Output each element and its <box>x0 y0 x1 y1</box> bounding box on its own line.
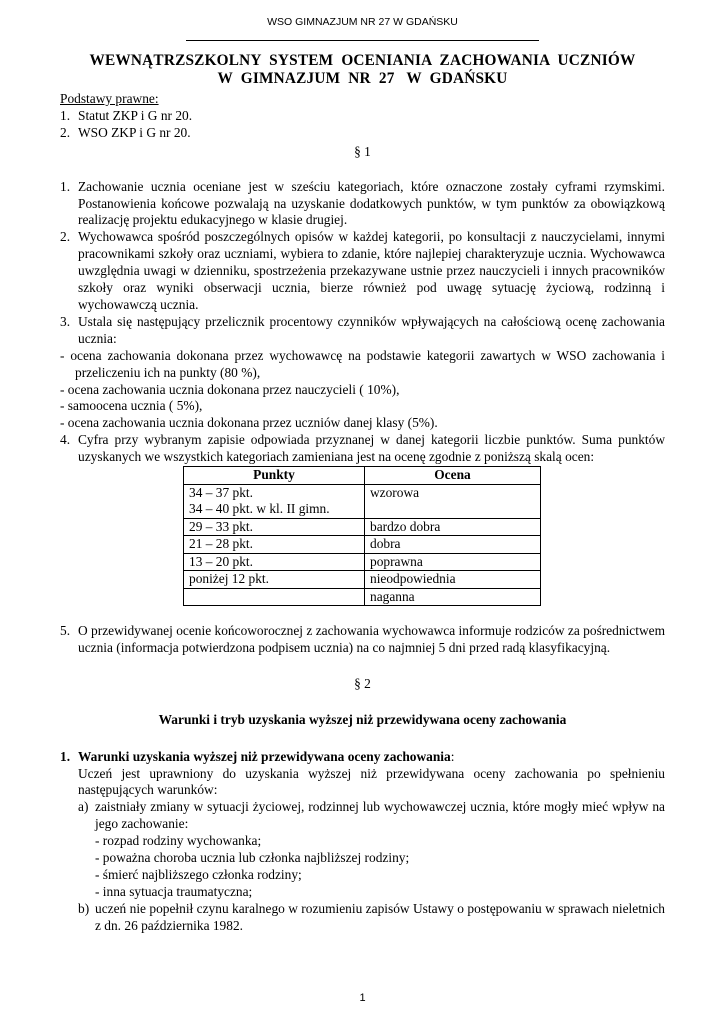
item-text: Wychowawca spośród poszczególnych opisów w każdej kategorii, po konsultacji z nauczycielami, innymi pracownikami szkoły oraz uczniami, wybiera to zdanie, które najlepiej charakteryzuje ucznia. Wychowawca uwzględnia uwagi w dzienniku, spostrzeżenia przekazywane ustnie przez nauczycieli i innych pracowników szkoły oraz wyniki obserwacji ucznia, bierze również pod uwagę sytuację życiową, rodzinną i wychowawczą ucznia. <box>78 229 665 312</box>
points-cell: 21 – 28 pkt. <box>184 536 365 554</box>
table-row <box>184 536 541 554</box>
factor-list-item: - ocena zachowania dokonana przez wychowawcę na podstawie kategorii zawartych w WSO zachowania i przeliczeniu ich na punkty (80 %), <box>60 347 665 380</box>
legal-basis-text: WSO ZKP i G nr 20. <box>78 124 191 140</box>
factor-list-item: - ocena zachowania ucznia dokonana przez nauczycieli ( 10%), <box>60 381 400 397</box>
legal-basis-item <box>60 108 665 125</box>
points-value-class-ii: 34 – 40 pkt. w kl. II gimn. <box>189 501 330 517</box>
document-title <box>0 52 725 88</box>
table-row <box>184 553 541 571</box>
table-row <box>184 588 541 606</box>
section-2-subtitle: Warunki i tryb uzyskania wyższej niż przewidywana oceny zachowania <box>158 711 567 727</box>
sublist-item: - rozpad rodziny wychowanka; <box>95 833 262 849</box>
condition-text: uczeń nie popełnił czynu karalnego w rozumieniu zapisów Ustawy o postępowaniu w sprawach nieletnich z dn. 26 października 1982. <box>95 900 665 933</box>
section-2-item <box>60 749 665 766</box>
sublist-item: - poważna choroba ucznia lub członka najbliższej rodziny; <box>95 850 410 866</box>
legal-basis-number: 1. <box>60 107 71 123</box>
section-1-item <box>60 432 665 466</box>
sublist-item: - śmierć najbliższego członka rodziny; <box>95 867 302 882</box>
section-1-item <box>60 229 665 314</box>
item-text: Ustala się następujący przelicznik procentowy czynników wpływających na całościową ocenę zachowania ucznia: <box>78 313 665 346</box>
item-number: 1. <box>60 748 71 764</box>
grade-cell: poprawna <box>365 553 541 571</box>
section-1-item <box>60 623 665 657</box>
legal-basis-text: Statut ZKP i G nr 20. <box>78 107 193 123</box>
table-row <box>184 518 541 536</box>
points-cell: 13 – 20 pkt. <box>184 553 365 571</box>
document-body <box>60 91 665 935</box>
grade-cell: nieodpowiednia <box>365 571 541 589</box>
section-1-heading: § 1 <box>354 143 371 159</box>
item-number: 3. <box>60 313 71 329</box>
section-2-heading: § 2 <box>354 675 371 691</box>
page-number: 1 <box>359 992 366 1004</box>
points-value: 34 – 37 pkt. <box>189 484 253 500</box>
points-cell: poniżej 12 pkt. <box>184 571 365 589</box>
table-header-row <box>184 467 541 485</box>
title-line-2: W GIMNAZJUM NR 27 W GDAŃSKU <box>217 70 508 87</box>
item-number: 1. <box>60 178 71 194</box>
condition-b <box>78 901 665 935</box>
item-text: Zachowanie ucznia oceniane jest w sześciu kategoriach, które oznaczone zostały cyframi rzymskimi. Postanowienia końcowe pozwalają na uzyskanie dodatkowych punktów, w tym punktów za obowiązkową realizację projektu edukacyjnego w klasie drugiej. <box>78 178 665 228</box>
points-cell <box>184 484 365 518</box>
grade-cell: bardzo dobra <box>365 518 541 536</box>
grading-scale-table <box>183 466 541 606</box>
factor-list-item: - ocena zachowania ucznia dokonana przez uczniów danej klasy (5%). <box>60 415 438 431</box>
conditions-list <box>60 799 665 934</box>
item-number: 4. <box>60 432 71 448</box>
grade-cell: naganna <box>365 588 541 606</box>
title-line-1: WEWNĄTRZSZKOLNY SYSTEM OCENIANIA ZACHOWANIA UCZNIÓW <box>89 52 636 69</box>
header-divider <box>186 40 539 41</box>
item-text: Cyfra przy wybranym zapisie odpowiada przyznanej w danej kategorii liczbie punktów. Suma punktów uzyskanych we wszystkich kategoriach zamieniana jest na ocenę zgodnie z poniższą skalą ocen: <box>78 432 665 465</box>
points-cell: 29 – 33 pkt. <box>184 518 365 536</box>
item-number: 2. <box>60 229 71 245</box>
grade-cell: wzorowa <box>365 484 541 518</box>
column-header-grade: Ocena <box>365 467 541 485</box>
factor-list-item: - samoocena ucznia ( 5%), <box>60 398 203 414</box>
sublist-item: - inna sytuacja traumatyczna; <box>95 883 253 899</box>
condition-text: zaistniały zmiany w sytuacji życiowej, rodzinnej lub wychowawczej ucznia, które mogły mieć wpływ na jego zachowanie: <box>95 799 665 832</box>
legal-basis-heading: Podstawy prawne: <box>60 91 159 106</box>
table-row <box>184 484 541 518</box>
section-1-item <box>60 314 665 348</box>
page-header: WSO GIMNAZJUM NR 27 W GDAŃSKU <box>267 16 458 28</box>
item-title: Warunki uzyskania wyższej niż przewidywana oceny zachowania <box>78 748 451 764</box>
legal-basis-item <box>60 125 665 142</box>
condition-letter: b) <box>78 900 90 916</box>
column-header-points: Punkty <box>184 467 365 485</box>
condition-a-sublist <box>78 833 665 901</box>
item-number: 5. <box>60 623 71 639</box>
condition-letter: a) <box>78 799 89 815</box>
points-cell <box>184 588 365 606</box>
grade-cell: dobra <box>365 536 541 554</box>
section-1-item <box>60 179 665 230</box>
legal-basis-number: 2. <box>60 124 71 140</box>
condition-a <box>78 799 665 833</box>
table-row <box>184 571 541 589</box>
item-title-colon: : <box>450 748 455 764</box>
item-text: O przewidywanej ocenie końcoworocznej z zachowania wychowawca informuje rodziców za pośrednictwem ucznia (informacja potwierdzona podpisem ucznia) na co najmniej 5 dni przed radą klasyfikacyjną. <box>78 623 665 655</box>
conditions-intro: Uczeń jest uprawniony do uzyskania wyższej niż przewidywana oceny zachowania po spełnieniu następujących warunków: <box>78 765 665 798</box>
